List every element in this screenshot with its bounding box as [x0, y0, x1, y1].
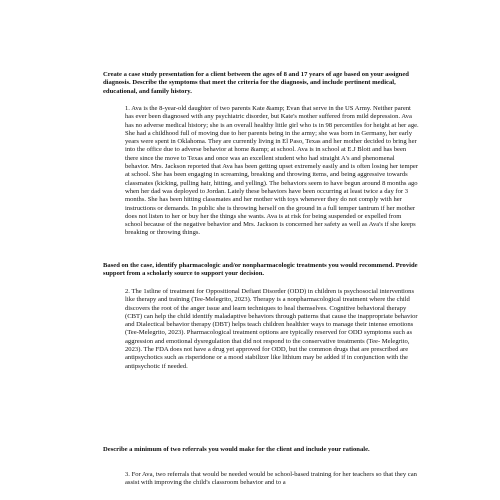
assignment-prompt-1: Create a case study presentation for a client between the ages of 8 and 17 years of age based on your assigned diagnosis. Describe the symptoms that meet the criteria for the diagnosis, and include pertinent medical, educational, and family history.	[103, 71, 409, 95]
assignment-prompt-3: Describe a minimum of two referrals you would make for the client and include your rationale.	[103, 446, 370, 453]
answer-paragraph-3: 3. For Ava, two referrals that would be needed would be school-based training for her teachers so that they can assist with improving the child's classroom behavior and to a	[125, 471, 417, 487]
answer-paragraph-2: 2. The 1stline of treatment for Oppositional Defiant Disorder (ODD) in children is psychosocial interventions like therapy and training (Tee-Melegrito, 2023). Therapy is a nonpharmacological treatment where the child discovers the root of the anger issue and learn techniques to heal themselves. Cognitive behavioral therapy (CBT) can help the child identify maladaptive behaviors through patterns that cause the inappropriate behavior and Dialectical behavior therapy (DBT) helps teach children healthier ways to manage their intense emotions (Tee-Melegrito, 2023). Pharmacological treatment options are typically reserved for ODD symptoms such as aggression and emotional dysregulation that did not respond to the conservative treatments (Tee- Melegrito, 2023). The FDA does not have a drug yet approved for ODD, but the common drugs that are prescribed are antipsychotics such as risperidone or a mood stabilizer like lithium may be added if in conjunction with the antipsychotic if needed.	[125, 288, 418, 370]
assignment-prompt-2: Based on the case, identify pharmacologic and/or nonpharmacologic treatments you would recommend. Provide support from a scholarly source to support your decision.	[103, 262, 418, 278]
answer-paragraph-1: 1. Ava is the 8-year-old daughter of two parents Kate &amp; Evan that serve in the US Army. Neither parent has ever been diagnosed with any psychiatric disorder, but Kate's mother suffered from mild depression. Ava has no adverse medical history; she is an overall healthy little girl who is in 98 percentiles for height at her age. She had a childhood full of moving due to her parents being in the army; she was born in Germany, her early years were spent in Oklahoma. They are currently living in El Paso, Texas and her mother decided to bring her into the office due to adverse behavior at home &amp; at school. Ava is in school at E.J Blott and has been there since the move to Texas and once was an excellent student who had straight A's and phenomenal behavior. Mrs. Jackson reported that Ava has been getting upset extremely easily and is often losing her temper at school. She has been engaging in screaming, breaking and throwing items, and being aggressive towards classmates (kicking, pulling hair, hitting, and yelling). The behaviors seem to have begun around 8 months ago when her dad was deployed to Jordan. Lately these behaviors have been occurring at least twice a day for 3 months. She has been hitting classmates and her mother with toys whenever they do not comply with her instructions or demands. In public she is throwing herself on the ground in a full temper tantrum if her mother does not listen to her or buy her the things she wants. Ava is at risk for being suspended or expelled from school because of the negative behavior and Mrs. Jackson is concerned her safety as well as Ava's if she keeps breaking or throwing things.	[125, 105, 419, 237]
